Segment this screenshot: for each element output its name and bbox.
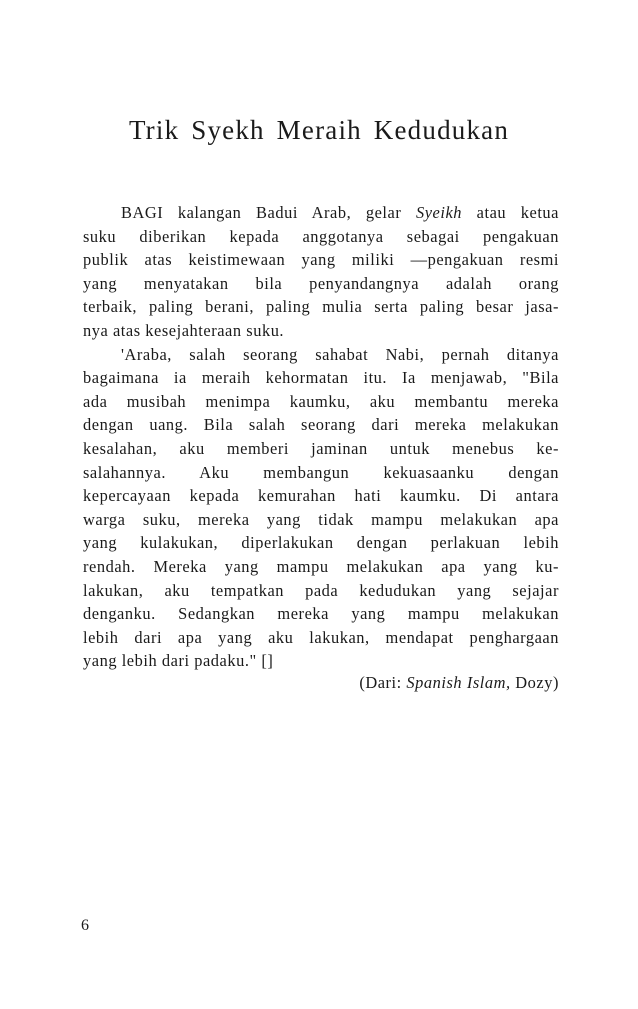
text-line: yang lebih dari padaku." [] [83, 651, 274, 671]
text-line: denganku. Sedangkan mereka yang mampu melakukan [83, 604, 559, 624]
page-number: 6 [81, 917, 89, 934]
text-line: lakukan, aku tempatkan pada kedudukan yang sejajar [83, 580, 559, 600]
text-line: salahannya. Aku membangun kekuasaanku dengan [83, 462, 559, 482]
text-line: suku diberikan kepada anggotanya sebagai pengakuan [83, 226, 559, 246]
text-line: rendah. Mereka yang mampu melakukan apa yang ku- [83, 556, 559, 576]
text-line: ada musibah menimpa kaumku, aku membantu mereka [83, 391, 559, 411]
text-line: terbaik, paling berani, paling mulia serta paling besar jasa- [83, 297, 559, 317]
body-text [83, 201, 559, 673]
text-line: 'Araba, salah seorang sahabat Nabi, pernah ditanya [121, 344, 559, 364]
text-line: nya atas kesejahteraan suku. [83, 320, 285, 340]
text-line: yang menyatakan bila penyandangnya adalah orang [83, 273, 559, 293]
text-line: dengan uang. Bila salah seorang dari mereka melakukan [83, 415, 559, 435]
text-line: kepercayaan kepada kemurahan hati kaumku. Di antara [83, 486, 559, 506]
text-line: warga suku, mereka yang tidak mampu melakukan apa [83, 509, 559, 529]
text-line: BAGI kalangan Badui Arab, gelar Syeikh atau ketua [121, 203, 559, 222]
text-line: yang kulakukan, diperlakukan dengan perlakuan lebih [83, 533, 559, 553]
text-line: lebih dari apa yang aku lakukan, mendapat penghargaan [83, 627, 559, 647]
text-line: publik atas keistimewaan yang miliki —pengakuan resmi [83, 250, 559, 270]
text-line: kesalahan, aku memberi jaminan untuk menebus ke- [83, 438, 559, 458]
italic-term: Syeikh [415, 203, 463, 222]
source-title: Spanish Islam, [406, 673, 511, 692]
source-citation: (Dari: Spanish Islam, Dozy) [359, 673, 559, 692]
text-line: bagaimana ia meraih kehormatan itu. Ia menjawab, "Bila [83, 368, 559, 388]
chapter-title: Trik Syekh Meraih Kedudukan [128, 115, 510, 145]
